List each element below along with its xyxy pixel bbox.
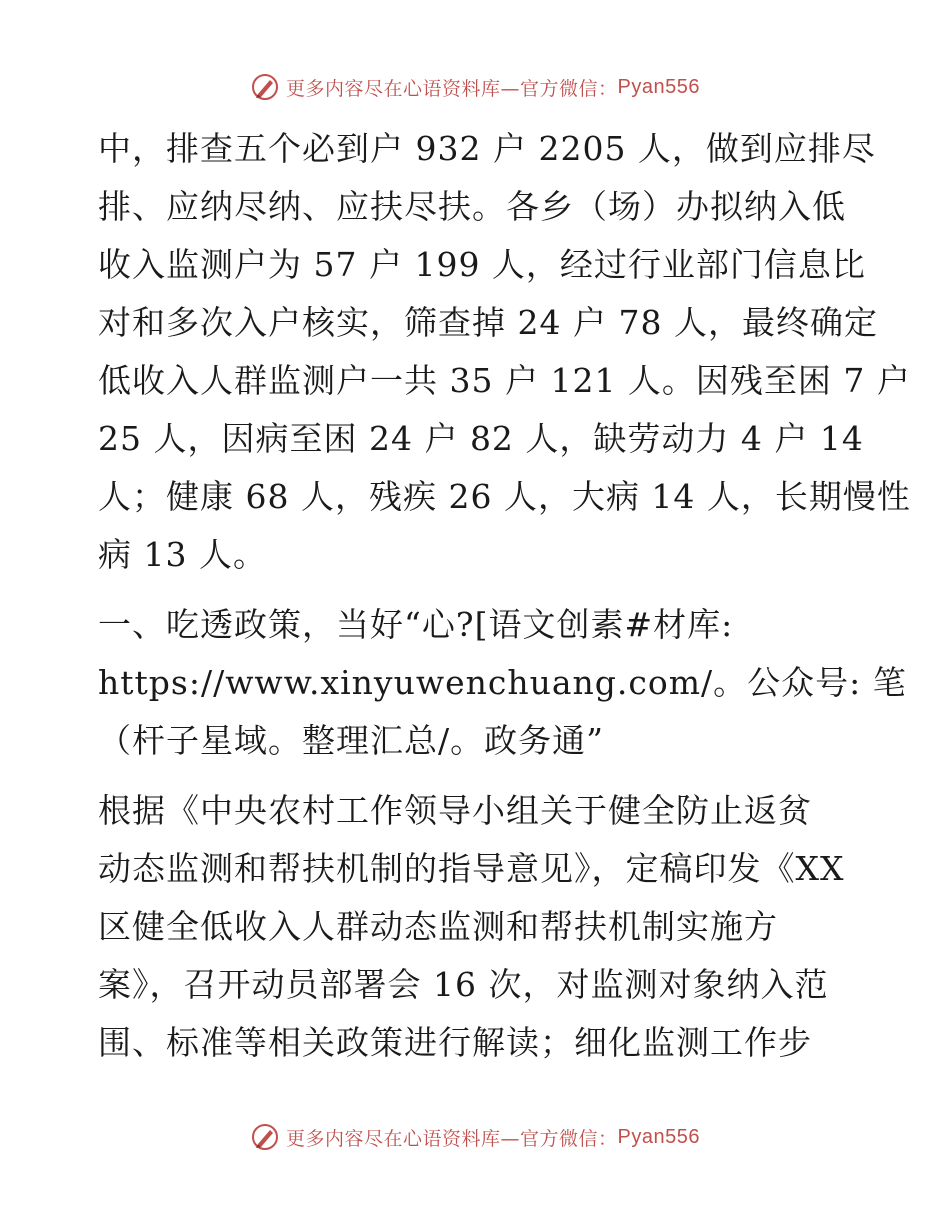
text-line: 对和多次入户核实，筛查掉 24 户 78 人，最终确定	[98, 303, 878, 342]
text-line: 收入监测户为 57 户 199 人，经过行业部门信息比	[98, 245, 866, 284]
paragraph	[98, 120, 911, 584]
paragraph	[98, 596, 907, 770]
pen-logo-icon	[250, 72, 280, 102]
text-line: 案》，召开动员部署会 16 次，对监测对象纳入范	[98, 965, 829, 1004]
text-line: （杆子星域。整理汇总/。政务通”	[98, 721, 604, 760]
section-heading: 一、吃透政策，当好“心?[语文创素#材库:	[98, 605, 734, 644]
text-line: 围、标准等相关政策进行解读；细化监测工作步	[98, 1023, 812, 1062]
document-body	[98, 120, 911, 1072]
text-line: 人；健康 68 人，残疾 26 人，大病 14 人，长期慢性	[98, 477, 911, 516]
text-line: 低收入人群监测户一共 35 户 121 人。因残至困 7 户	[98, 361, 911, 400]
watermark-text: 更多内容尽在心语资料库—官方微信：	[286, 77, 618, 100]
text-line: 区健全低收入人群动态监测和帮扶机制实施方	[98, 907, 778, 946]
watermark-text: 更多内容尽在心语资料库—官方微信：	[286, 1127, 618, 1150]
watermark-id: Pyan556	[617, 75, 700, 98]
watermark-id: Pyan556	[617, 1125, 700, 1148]
header-watermark	[0, 72, 950, 102]
text-line: 根据《中央农村工作领导小组关于健全防止返贫	[98, 791, 812, 830]
text-line: https://www.xinyuwenchuang.com/。公众号: 笔	[98, 663, 907, 702]
pen-logo-icon	[250, 1122, 280, 1152]
text-line: 排、应纳尽纳、应扶尽扶。各乡（场）办拟纳入低	[98, 187, 846, 226]
paragraph	[98, 782, 858, 1072]
text-line: 病 13 人。	[98, 535, 267, 574]
footer-watermark	[0, 1122, 950, 1152]
text-line: 中，排查五个必到户 932 户 2205 人，做到应排尽	[98, 129, 876, 168]
text-line: 25 人，因病至困 24 户 82 人，缺劳动力 4 户 14	[98, 419, 864, 458]
text-line: 动态监测和帮扶机制的指导意见》，定稿印发《XX	[98, 849, 845, 888]
